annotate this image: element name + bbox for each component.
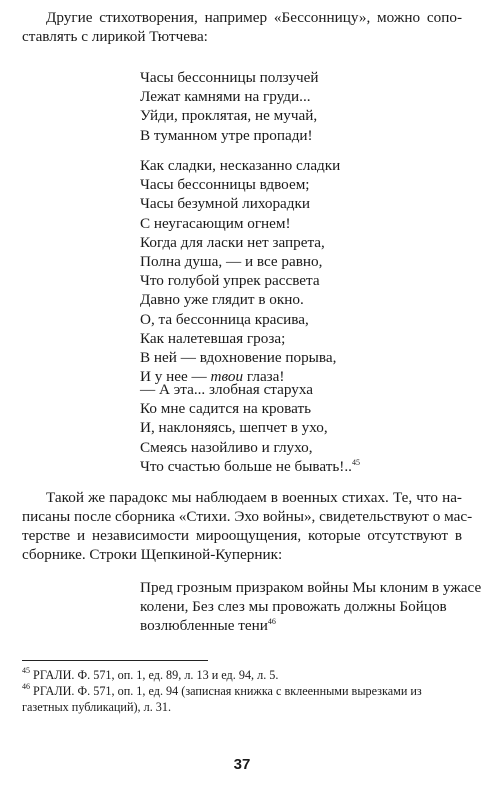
footnote-mark: 46	[22, 682, 30, 691]
verse-line: Как сладки, несказанно сладки	[140, 157, 341, 174]
verse-line: Без слез мы провожать должны	[192, 598, 396, 616]
verse-line: Что голубой упрек рассвета	[140, 272, 320, 290]
verse-line: Когда для ласки нет запрета,	[140, 233, 325, 251]
text-line: Такой же парадокс мы наблюдаем в военных стихах. Те, что на-	[46, 489, 462, 506]
verse-line: Мы клоним в ужасе колени,	[140, 579, 482, 616]
verse-text: Бойцов возлюбленные тени	[140, 598, 447, 635]
footnote-text: РГАЛИ. Ф. 571, оп. 1, ед. 94 (записная книжка с вклеенными вырезками из	[30, 684, 422, 698]
text-line: Другие стихотворения, например «Бессонницу», можно сопо-	[46, 9, 462, 26]
verse-line: Лежат камнями на груди...	[140, 88, 311, 106]
italic-word: твои	[210, 368, 244, 386]
poem1-stanza1	[140, 68, 318, 145]
text-line: терстве и независимости мироощущения, которые отсутствуют в	[22, 527, 462, 544]
footnote-ref-45[interactable]: 45	[351, 457, 360, 467]
text-line: сборнике. Строки Щепкиной-Куперник:	[22, 546, 283, 563]
verse-prefix: И у нее —	[140, 368, 211, 386]
verse-suffix: глаза!	[243, 368, 285, 386]
text-line: писаны после сборника «Стихи. Эхо войны», свидетельствуют о мас-	[22, 508, 473, 525]
verse-line: Полна душа, — и все равно,	[140, 253, 323, 271]
verse-line: Ко мне садится на кровать	[140, 400, 312, 418]
verse-line-last	[140, 457, 360, 476]
verse-line: Уйди, проклятая, не мучай,	[140, 107, 318, 125]
verse-line: Часы бессонницы ползучей	[140, 69, 319, 86]
verse-line: Смеясь назойливо и глухо,	[140, 438, 313, 456]
verse-line: Давно уже глядит в окно.	[140, 291, 304, 309]
verse-line: Пред грозным призраком войны	[140, 579, 349, 596]
verse-text: Что счастью больше не бывать!..	[140, 457, 352, 475]
poem2	[140, 578, 484, 636]
footnote-divider	[22, 660, 208, 661]
poem1-stanza3	[140, 380, 360, 476]
footnote-mark: 45	[22, 666, 30, 675]
paragraph-2	[22, 488, 473, 564]
verse-line: И, наклоняясь, шепчет в ухо,	[140, 419, 328, 437]
footnote-46	[22, 683, 462, 699]
verse-line: Часы бессонницы вдвоем;	[140, 176, 310, 194]
verse-line: С неугасающим огнем!	[140, 214, 291, 232]
verse-line: В ней — вдохновение порыва,	[140, 349, 337, 367]
footnote-text: РГАЛИ. Ф. 571, оп. 1, ед. 89, л. 13 и ед. 94, л. 5.	[30, 668, 279, 682]
intro-paragraph	[22, 8, 462, 46]
poem1-stanza2	[140, 156, 340, 386]
footnote-ref-46[interactable]: 46	[267, 617, 276, 627]
verse-line: В туманном утре пропади!	[140, 126, 313, 144]
verse-line: Часы безумной лихорадки	[140, 195, 311, 213]
footnote-45	[22, 667, 462, 683]
verse-line: О, та бессонница красива,	[140, 310, 309, 328]
footnotes	[22, 667, 462, 715]
verse-line: Как налетевшая гроза;	[140, 329, 286, 347]
page-number: 37	[233, 756, 251, 773]
footnote-46-continued: газетных публикаций), л. 31.	[22, 700, 172, 714]
text-line: ставлять с лирикой Тютчева:	[22, 28, 208, 45]
verse-line: — А эта... злобная старуха	[140, 381, 313, 398]
